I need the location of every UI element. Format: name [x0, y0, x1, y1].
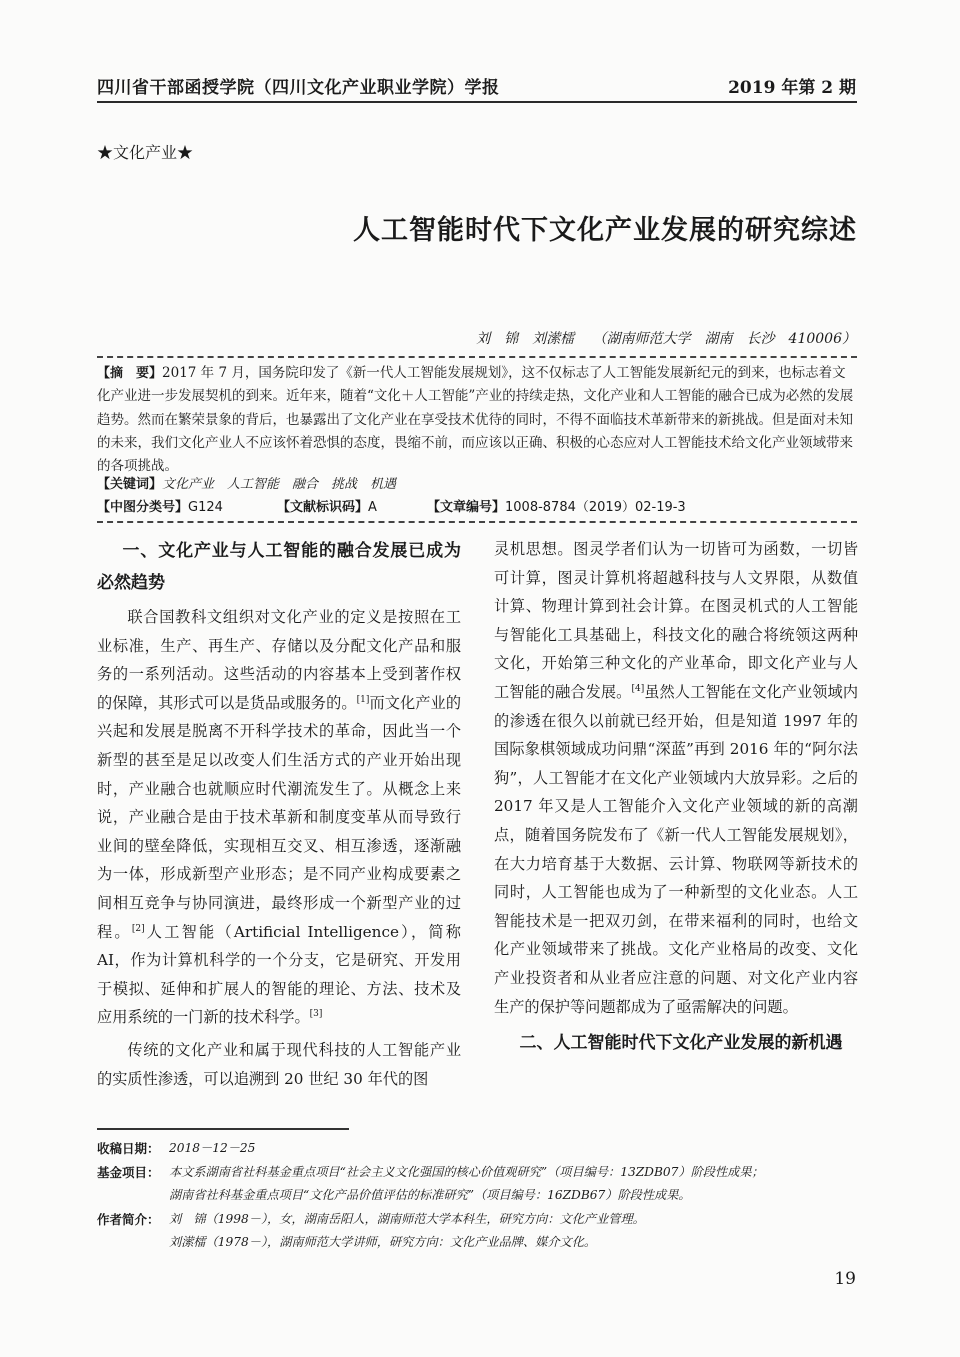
- abstract-top-divider: [97, 356, 857, 358]
- header-divider: [97, 101, 857, 103]
- author-affiliation: （湖南师范大学 湖南 长沙 410006）: [592, 331, 856, 347]
- section-tag: ★文化产业★: [97, 143, 194, 162]
- citation-ref: [4]: [631, 683, 645, 694]
- author-bio: 作者简介： 刘 锦（1998－），女，湖南岳阳人，湖南师范大学本科生，研究方向：文化产业管理。: [97, 1211, 645, 1227]
- section-heading-2: 二、人工智能时代下文化产业发展的新机遇: [519, 1033, 843, 1054]
- keywords-label: 【关键词】: [97, 477, 163, 492]
- fund-info: 基金项目： 本文系湖南省社科基金重点项目“社会主义文化强国的核心价值观研究”（项目编号：13ZDB07）阶段性成果；: [97, 1164, 764, 1180]
- paragraph: 联合国教科文组织对文化产业的定义是按照在工业标准，生产、再生产、存储以及分配文化产品和服务的一系列活动。这些活动的内容基本上受到著作权的保障，其形式可以是货品或服务的。[1]而文化产业的兴起和发展是脱离不开科学技术的革命，因此当一个新型的甚至是足以改变人们生活方式的产业开始出现时，产业融合也就顺应时代潮流发生了。从概念上来说，产业融合是由于技术革新和制度变革从而导致行业间的壁垒降低，实现相互交叉、相互渗透，逐渐融为一体，形成新型产业形态；是不同产业构成要素之间相互竞争与协同演进，最终形成一个新型产业的过程。[2]人工智能（Artificial Intelligence），简称 AI，作为计算机科学的一个分支，它是研究、开发用于模拟、延伸和扩展人的智能的理论、方法、技术及应用系统的一门新的技术科学。[3]: [97, 608, 462, 1027]
- clc-code: 【中图分类号】G124: [97, 500, 223, 515]
- article-title: 人工智能时代下文化产业发展的研究综述: [353, 215, 857, 246]
- citation-ref: [2]: [131, 923, 145, 934]
- abstract-label: 【摘 要】: [97, 366, 163, 381]
- citation-ref: [3]: [309, 1009, 323, 1020]
- abstract-bottom-divider: [97, 521, 857, 523]
- abstract-text: 2017 年 7 月，国务院印发了《新一代人工智能发展规划》，这不仅标志了人工智能发展新纪元的到来，也标志着文化产业进一步发展契机的到来。近年来，随着“文化＋人工智能”产业的持续走热，文化产业和人工智能的融合已成为必然的发展趋势。然而在繁荣景象的背后，也暴露出了文化产业在享受技术优待的同时，不得不面临技术革新带来的新挑战。但是面对未知的未来，我们文化产业人不应该怀着恐惧的态度，畏缩不前，而应该以正确、积极的心态应对人工智能技术给文化产业领域带来的各项挑战。: [97, 365, 854, 475]
- issue-number: 2019 年第 2 期: [728, 78, 856, 98]
- author-names: 刘 锦 刘潆檑: [476, 331, 575, 347]
- page-number: 19: [834, 1269, 856, 1289]
- received-date: 收稿日期： 2018－12－25: [97, 1141, 256, 1156]
- fund-info-cont: 湖南省社科基金重点项目“文化产品价值评估的标准研究”（项目编号：16ZDB67）阶段性成果。: [169, 1188, 691, 1202]
- paragraph: 传统的文化产业和属于现代科技的人工智能产业的实质性渗透，可以追溯到 20 世纪 30 年代的图: [97, 1040, 461, 1088]
- footnotes: [97, 1137, 867, 1255]
- section-heading-1: 一、文化产业与人工智能的融合发展已成为必然趋势: [97, 541, 461, 593]
- footnote-divider: [97, 1128, 349, 1130]
- keywords: [97, 473, 396, 492]
- journal-name: 四川省干部函授学院（四川文化产业职业学院）学报: [97, 78, 500, 98]
- citation-ref: [1]: [356, 694, 370, 705]
- author-line: [462, 328, 856, 348]
- doc-code: 【文献标识码】A: [277, 500, 377, 515]
- keywords-text: 文化产业 人工智能 融合 挑战 机遇: [162, 477, 397, 492]
- article-number: 【文章编号】1008-8784（2019）02-19-3: [427, 500, 686, 515]
- author-bio-cont: 刘潆檑（1978－），湖南师范大学讲师，研究方向：文化产业品牌、媒介文化。: [169, 1235, 597, 1249]
- abstract: [97, 362, 857, 478]
- paragraph: 灵机思想。图灵学者们认为一切皆可为函数，一切皆可计算，图灵计算机将超越科技与人文界限，从数值计算、物理计算到社会计算。在图灵机式的人工智能与智能化工具基础上，科技文化的融合将统领这两种文化，开始第三种文化的产业革命，即文化产业与人工智能的融合发展。[4]虽然人工智能在文化产业领域内的渗透在很久以前就已经开始，但是知道 1997 年的国际象棋领域成功问鼎“深蓝”再到 2016 年的“阿尔法狗”，人工智能才在文化产业领域内大放异彩。之后的 2017 年又是人工智能介入文化产业领域的新的高潮点，随着国务院发布了《新一代人工智能发展规划》，在大力培育基于大数据、云计算、物联网等新技术的同时，人工智能也成为了一种新型的文化业态。人工智能技术是一把双刃剑，在带来福利的同时，也给文化产业领域带来了挑战。文化产业格局的改变、文化产业投资者和从业者应注意的问题、对文化产业内容生产的保护等问题都成为了亟需解决的问题。: [494, 540, 859, 1016]
- body-column-right: [494, 535, 858, 1059]
- body-column-left: [97, 535, 461, 1093]
